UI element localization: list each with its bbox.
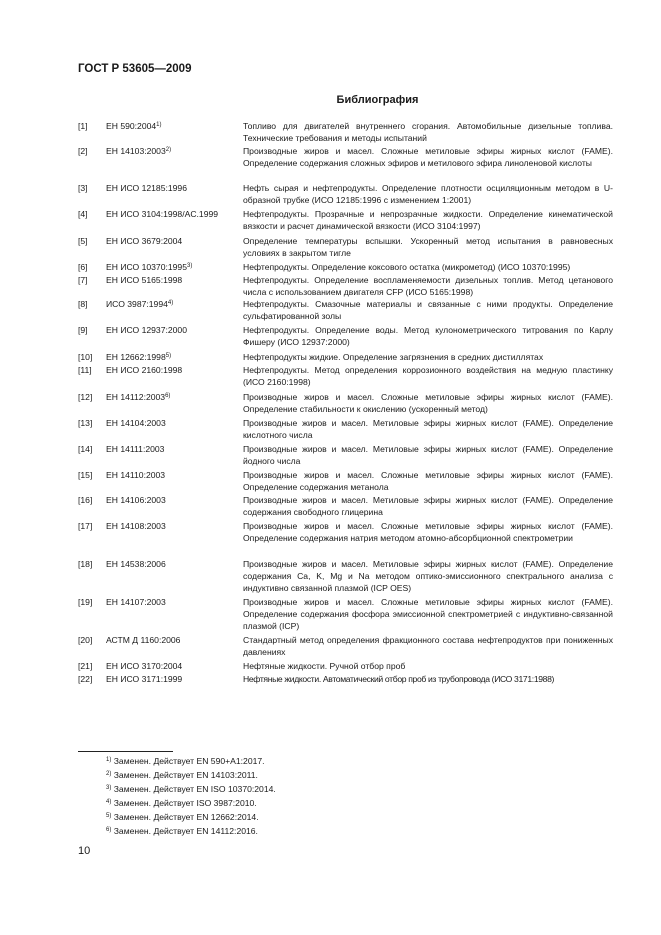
entry-number: [13]	[78, 418, 93, 428]
entry-number: [17]	[78, 521, 93, 531]
entry-code: ЕН ИСО 3171:1999	[106, 674, 183, 684]
entry-code: ЕН 14108:2003	[106, 521, 166, 531]
footnote-separator	[78, 751, 173, 752]
entry-description: Нефтепродукты. Прозрачные и непрозрачные жидкости. Определение кинематической вязкости и расчет динамической вязкости (ИСО 3104:1997)	[243, 209, 613, 232]
footnote-ref[interactable]: 6)	[165, 393, 171, 399]
entry-description: Нефть сырая и нефтепродукты. Определение плотности осциляционным методом в U-образной трубке (ИСО 12185:1996 с изменением 1:2001)	[243, 183, 613, 206]
document-header: ГОСТ Р 53605—2009	[78, 63, 192, 75]
entry-number: [8]	[78, 299, 88, 309]
entry-number: [1]	[78, 121, 88, 131]
entry-code: ЕН 14112:2003$^{6)}$	[106, 392, 171, 402]
entry-number: [22]	[78, 674, 93, 684]
entry-code: ЕН ИСО 12937:2000	[106, 325, 187, 335]
entry-description: Нефтепродукты. Определение коксового остатка (микрометод) (ИСО 10370:1995)	[243, 262, 571, 272]
entry-description: Нефтепродукты. Определение воспламеняемости дизельных топлив. Метод цетанового числа с использованием двигателя CFP (ИСО 5165:1998)	[243, 275, 613, 298]
entry-description: Производные жиров и масел. Сложные метиловые эфиры жирных кислот (FAME). Определение содержания фосфора эмиссионной спектрометрией с индуктивно-связанной плазмой (ICP)	[243, 597, 613, 632]
entry-number: [12]	[78, 392, 93, 402]
bibliography-title: Библиография	[336, 94, 419, 106]
entry-number: [21]	[78, 661, 93, 671]
entry-code: ЕН 14106:2003	[106, 495, 166, 505]
entry-description: Производные жиров и масел. Сложные метиловые эфиры жирных кислот (FAME). Определение содержания натрия методом атомно-абсорбционной спектрометрии	[243, 521, 613, 544]
entry-number: [10]	[78, 352, 93, 362]
entry-number: [6]	[78, 262, 88, 272]
entry-description: Производные жиров и масел. Сложные метиловые эфиры жирных кислот (FAME). Определение стабильности к окислению (ускоренный метод)	[243, 392, 613, 415]
entry-number: [9]	[78, 325, 88, 335]
entry-code: ЕН ИСО 2160:1998	[106, 365, 183, 375]
entry-description: Производные жиров и масел. Сложные метиловые эфиры жирных кислот (FAME). Определение содержания метанола	[243, 470, 613, 493]
footnote-mark: 5)	[106, 813, 112, 819]
entry-description: Нефтепродукты жидкие. Определение загрязнения в средних дистиллятах	[243, 352, 544, 362]
entry-description: Топливо для двигателей внутреннего сгорания. Автомобильные дизельные топлива. Технические требования и методы испытаний	[243, 121, 613, 144]
footnote: $^{3)}$ Заменен. Действует EN ISO 10370:2014.	[106, 784, 276, 794]
footnote-mark: 2)	[106, 771, 112, 777]
entry-description: Нефтепродукты. Метод определения коррозионного воздействия на медную пластинку (ИСО 2160:1998)	[243, 365, 613, 388]
entry-description: Нефтяные жидкости. Автоматический отбор проб из трубопровода (ИСО 3171:1988)	[243, 674, 555, 684]
footnote: $^{2)}$ Заменен. Действует EN 14103:2011.	[106, 770, 258, 780]
entry-number: [7]	[78, 275, 88, 285]
footnote: $^{5)}$ Заменен. Действует EN 12662:2014.	[106, 812, 259, 822]
entry-code: ЕН 14538:2006	[106, 559, 166, 569]
entry-description: Производные жиров и масел. Метиловые эфиры жирных кислот (FAME). Определение содержания свободного глицерина	[243, 495, 613, 518]
footnote-ref[interactable]: 4)	[167, 300, 174, 306]
entry-description: Производные жиров и масел. Метиловые эфиры жирных кислот (FAME). Определение содержания Ca, K, Mg и Na методом оптико-эмиссионного спектрального анализа с индуктивно связанной плазмой (ICP OES)	[243, 559, 613, 594]
entry-code: ЕН 14107:2003	[106, 597, 166, 607]
entry-description: Нефтепродукты. Смазочные материалы и связанные с ними продукты. Определение сульфатированной золы	[243, 299, 613, 322]
entry-number: [20]	[78, 635, 93, 645]
entry-code: АСТМ Д 1160:2006	[106, 635, 181, 645]
entry-code: ЕН ИСО 3170:2004	[106, 661, 183, 671]
entry-number: [14]	[78, 444, 93, 454]
entry-number: [19]	[78, 597, 93, 607]
entry-code: ЕН 14111:2003	[106, 444, 165, 454]
footnote-ref[interactable]: 2)	[165, 147, 172, 153]
entry-number: [4]	[78, 209, 88, 219]
entry-number: [11]	[78, 365, 92, 375]
entry-code: ЕН 14104:2003	[106, 418, 166, 428]
entry-code: ЕН 14110:2003	[106, 470, 166, 480]
entry-number: [2]	[78, 146, 88, 156]
entry-description: Производные жиров и масел. Сложные метиловые эфиры жирных кислот (FAME). Определение содержания сложных эфиров и метилового эфира линоленовой кислоты	[243, 146, 613, 169]
footnote: $^{1)}$ Заменен. Действует EN 590+A1:2017.	[106, 756, 265, 766]
entry-code: ЕН 14103:2003$^{2)}$	[106, 146, 172, 156]
entry-code: ЕН 590:2004$^{1)}$	[106, 121, 162, 131]
entry-description: Нефтяные жидкости. Ручной отбор проб	[243, 661, 406, 671]
footnote-ref[interactable]: 1)	[156, 122, 162, 128]
footnote: $^{4)}$ Заменен. Действует ISO 3987:2010.	[106, 798, 257, 808]
entry-description: Определение температуры вспышки. Ускоренный метод испытания в равновесных условиях в закрытом тигле	[243, 236, 613, 259]
entry-code: ЕН ИСО 12185:1996	[106, 183, 187, 193]
entry-number: [3]	[78, 183, 88, 193]
entry-code: ИСО 3987:1994$^{4)}$	[106, 299, 174, 309]
footnote-mark: 1)	[106, 757, 112, 763]
entry-number: [16]	[78, 495, 93, 505]
footnote-ref[interactable]: 3)	[187, 263, 193, 269]
entry-code: ЕН ИСО 3679:2004	[106, 236, 183, 246]
footnote-mark: 3)	[106, 785, 112, 791]
footnote: $^{6)}$ Заменен. Действует EN 14112:2016.	[106, 826, 258, 836]
entry-number: [5]	[78, 236, 88, 246]
entry-code: ЕН ИСО 10370:1995$^{3)}$	[106, 262, 193, 272]
entry-code: ЕН ИСО 5165:1998	[106, 275, 183, 285]
entry-description: Стандартный метод определения фракционного состава нефтепродуктов при пониженных давлениях	[243, 635, 613, 658]
entry-code: ЕН 12662:1998$^{5)}$	[106, 352, 172, 362]
entry-code: ЕН ИСО 3104:1998/AC.1999	[106, 209, 219, 219]
entry-description: Нефтепродукты. Определение воды. Метод кулонометрического титрования по Карлу Фишеру (ИСО 12937:2000)	[243, 325, 613, 348]
entry-number: [18]	[78, 559, 93, 569]
entry-description: Производные жиров и масел. Метиловые эфиры жирных кислот (FAME). Определение кислотного числа	[243, 418, 613, 441]
entry-description: Производные жиров и масел. Метиловые эфиры жирных кислот (FAME). Определение йодного числа	[243, 444, 613, 467]
footnote-mark: 6)	[106, 827, 112, 833]
entry-number: [15]	[78, 470, 93, 480]
page-number: 10	[78, 845, 91, 857]
footnote-ref[interactable]: 5)	[165, 353, 172, 359]
footnote-mark: 4)	[106, 799, 112, 805]
